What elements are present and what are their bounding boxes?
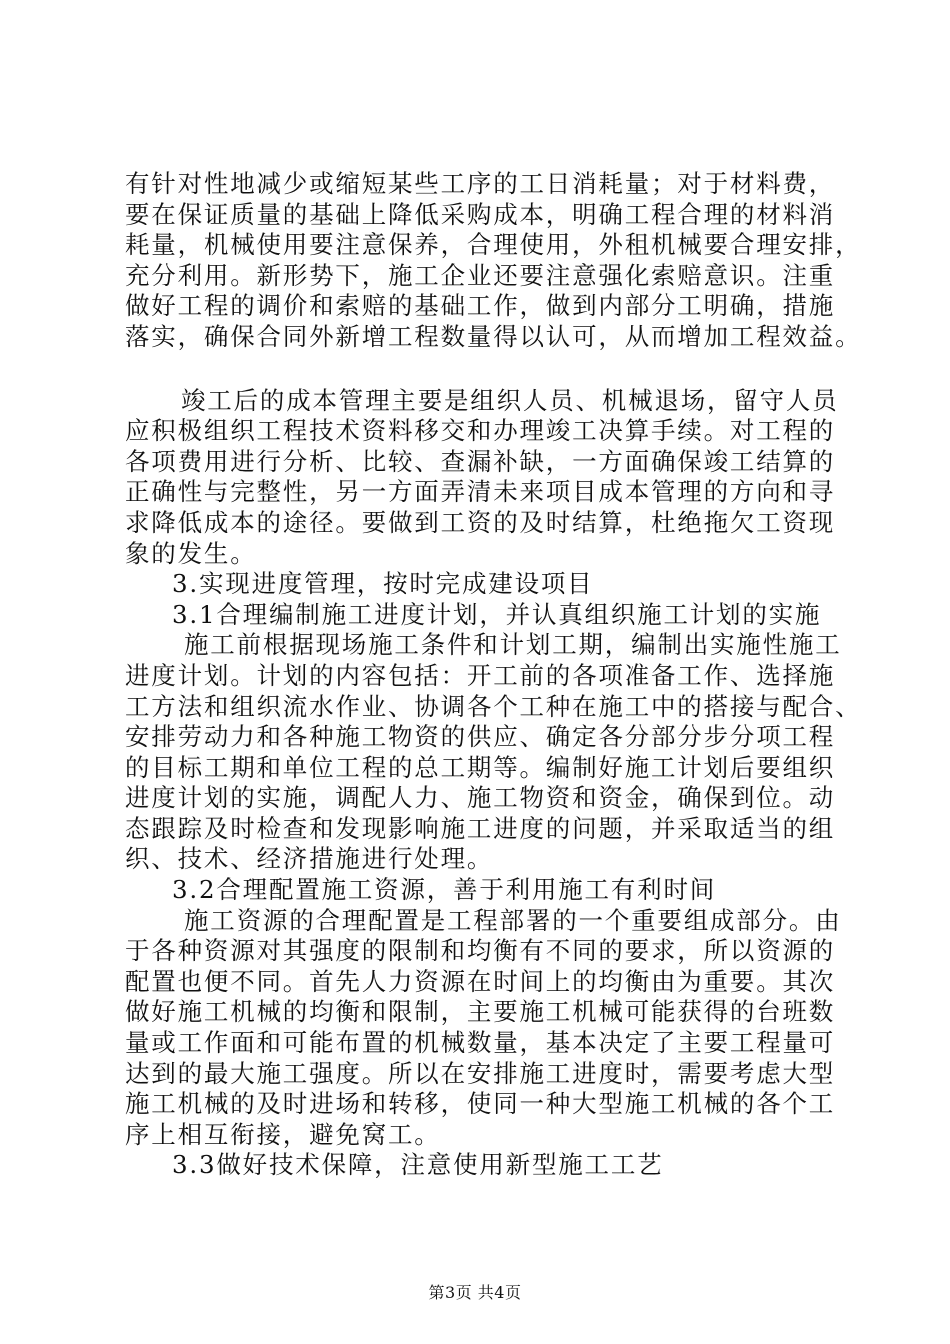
text-line: 有针对性地减少或缩短某些工序的工日消耗量；对于材料费， bbox=[125, 169, 836, 198]
text-line: 的目标工期和单位工程的总工期等。编制好施工计划后要组织 bbox=[125, 752, 836, 782]
text-line: 态跟踪及时检查和发现影响施工进度的问题，并采取适当的组 bbox=[125, 813, 836, 843]
text-line: 施工机械的及时进场和转移，使同一种大型施工机械的各个工 bbox=[125, 1089, 836, 1119]
text-line: 求降低成本的途径。要做到工资的及时结算，杜绝拖欠工资现 bbox=[125, 507, 836, 537]
subsection-heading: 3.1合理编制施工进度计划，并认真组织施工计划的实施 bbox=[172, 599, 822, 629]
subsection-heading: 3.3做好技术保障，注意使用新型施工工艺 bbox=[172, 1150, 664, 1180]
text-line: 达到的最大施工强度。所以在安排施工进度时，需要考虑大型 bbox=[125, 1058, 836, 1088]
paragraph-spacer bbox=[125, 353, 845, 386]
text-line: 竣工后的成本管理主要是组织人员、机械退场，留守人员 bbox=[181, 385, 839, 415]
text-line: 做好施工机械的均衡和限制，主要施工机械可能获得的台班数 bbox=[125, 997, 836, 1027]
subsection-heading: 3.2合理配置施工资源，善于利用施工有利时间 bbox=[172, 875, 717, 905]
text-line: 配置也便不同。首先人力资源在时间上的均衡由为重要。其次 bbox=[125, 966, 836, 996]
paragraph bbox=[125, 386, 845, 570]
text-line: 做好工程的调价和索赔的基础工作，做到内部分工明确，措施 bbox=[125, 291, 836, 321]
text-line: 各项费用进行分析、比较、查漏补缺，一方面确保竣工结算的 bbox=[125, 446, 836, 476]
text-line: 安排劳动力和各种施工物资的供应、确定各分部分步分项工程 bbox=[125, 722, 836, 752]
paragraph bbox=[125, 906, 845, 1151]
text-line: 象的发生。 bbox=[125, 538, 257, 568]
section-heading: 3.实现进度管理，按时完成建设项目 bbox=[172, 569, 594, 599]
text-line: 耗量，机械使用要注意保养，合理使用，外租机械要合理安排， bbox=[125, 230, 862, 260]
paragraph bbox=[125, 169, 862, 353]
text-line: 施工资源的合理配置是工程部署的一个重要组成部分。由 bbox=[184, 905, 842, 935]
document-body bbox=[125, 169, 862, 1181]
text-line: 量或工作面和可能布置的机械数量，基本决定了主要工程量可 bbox=[125, 1028, 836, 1058]
text-line: 织、技术、经济措施进行处理。 bbox=[125, 844, 494, 874]
text-line: 充分利用。新形势下，施工企业还要注意强化索赔意识。注重 bbox=[125, 260, 836, 290]
text-line: 要在保证质量的基础上降低采购成本，明确工程合理的材料消 bbox=[125, 199, 836, 229]
text-line: 施工前根据现场施工条件和计划工期，编制出实施性施工 bbox=[184, 630, 842, 660]
text-line: 工方法和组织流水作业、协调各个工种在施工中的搭接与配合、 bbox=[125, 691, 862, 721]
text-line: 于各种资源对其强度的限制和均衡有不同的要求，所以资源的 bbox=[125, 936, 836, 966]
text-line: 进度计划。计划的内容包括：开工前的各项准备工作、选择施 bbox=[125, 660, 836, 690]
text-line: 应积极组织工程技术资料移交和办理竣工决算手续。对工程的 bbox=[125, 416, 836, 446]
paragraph bbox=[125, 630, 862, 875]
text-line: 落实，确保合同外新增工程数量得以认可，从而增加工程效益。 bbox=[125, 321, 862, 351]
text-line: 序上相互衔接，避免窝工。 bbox=[125, 1119, 441, 1149]
text-line: 正确性与完整性，另一方面弄清未来项目成本管理的方向和寻 bbox=[125, 477, 836, 507]
text-line: 进度计划的实施，调配人力、施工物资和资金，确保到位。动 bbox=[125, 783, 836, 813]
page-number-footer: 第3页 共4页 bbox=[428, 1283, 522, 1302]
